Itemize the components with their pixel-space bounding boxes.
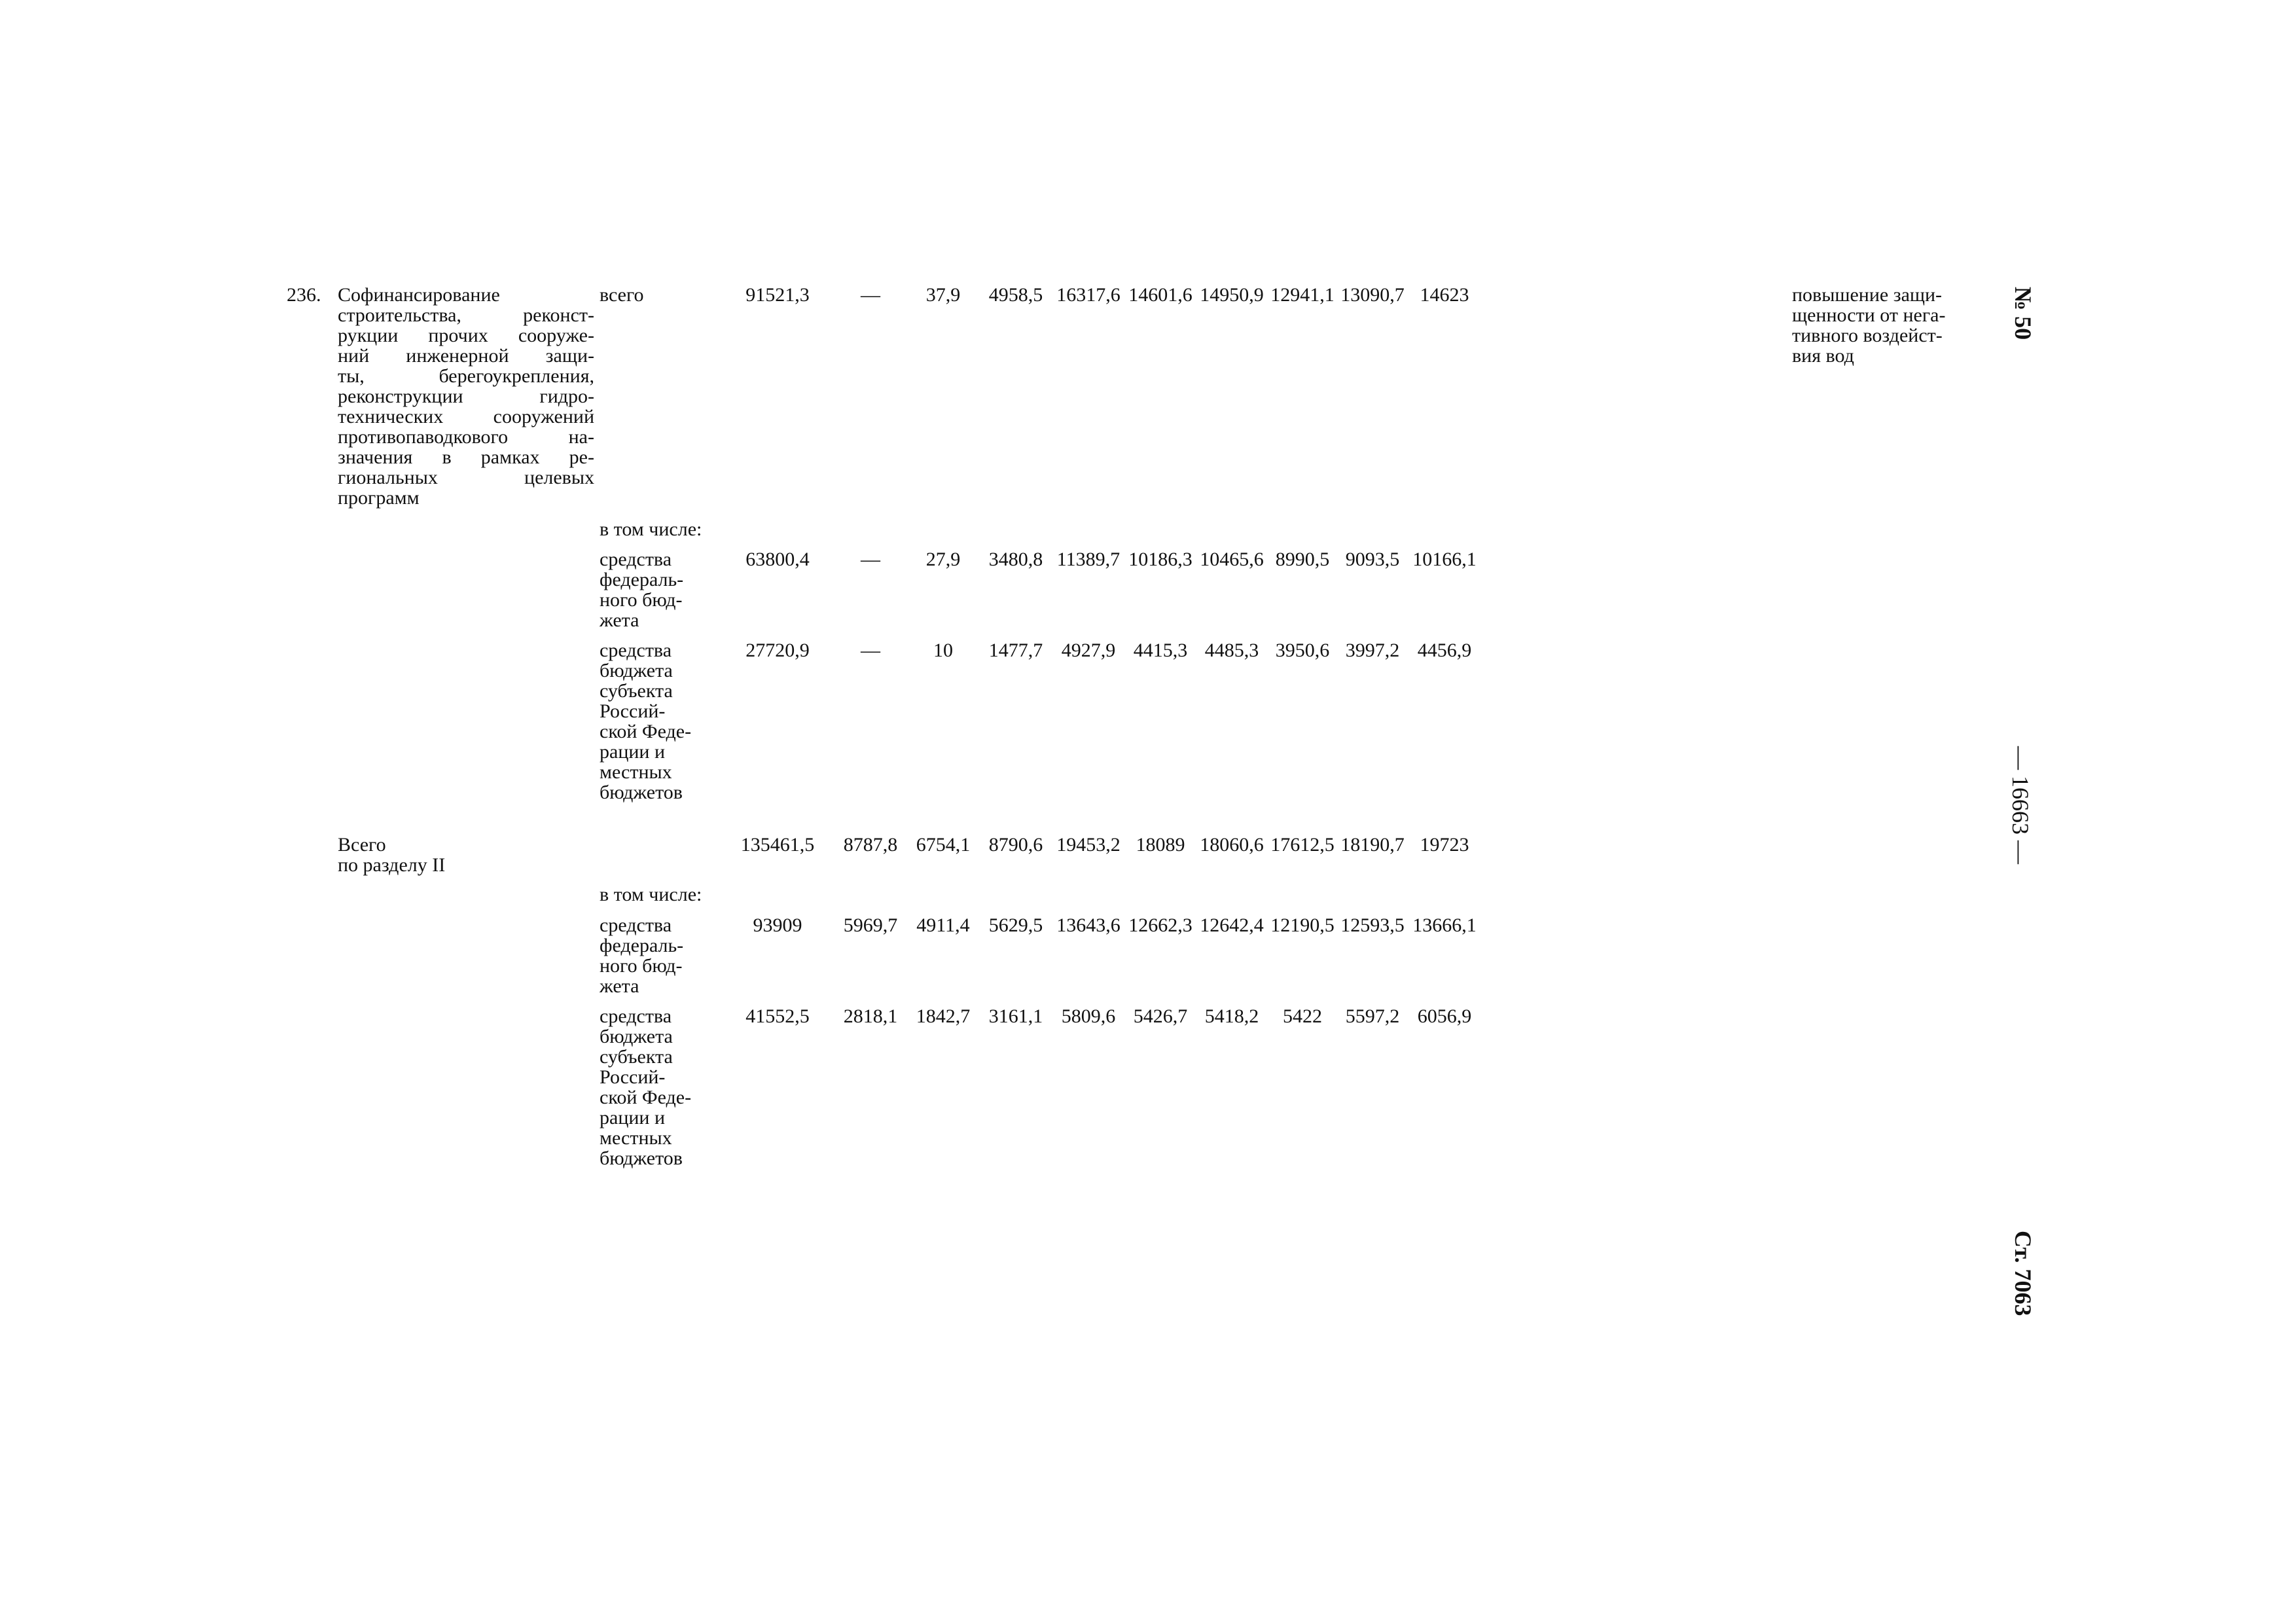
value-cell: 63800,4 [745, 549, 810, 570]
value-cell: 4415,3 [1133, 640, 1188, 661]
value-cell: 17612,5 [1270, 834, 1335, 856]
value-cell: 5629,5 [988, 914, 1043, 936]
value-cell: 4911,4 [916, 914, 970, 936]
value-cell: 18060,6 [1200, 834, 1264, 856]
label-line: бюджетов [600, 782, 683, 803]
federal-budget-label [600, 549, 683, 630]
label-line: рации и [600, 1107, 666, 1128]
value-cell: 5969,7 [843, 914, 898, 936]
value-cell: 10166,1 [1412, 549, 1477, 570]
label-line: вия вод [1792, 345, 1854, 367]
description-line: реконструкции гидро- [338, 386, 594, 407]
value-cell: 13090,7 [1340, 284, 1405, 306]
description-line: строительства, реконст- [338, 304, 594, 326]
value-cell: 1842,7 [916, 1005, 971, 1027]
value-cell: 14623 [1420, 284, 1469, 306]
expected-result [1792, 285, 1988, 366]
value-cell: 27,9 [925, 549, 961, 570]
label-line: по разделу II [338, 854, 446, 876]
value-cell: 10 [933, 640, 953, 661]
value-cell: 13666,1 [1412, 914, 1477, 936]
row-description [338, 285, 594, 508]
value-cell: 12642,4 [1200, 914, 1264, 936]
section-total-label [338, 835, 445, 875]
value-cell: 8990,5 [1275, 549, 1330, 570]
value-cell: 91521,3 [745, 284, 810, 306]
value-cell: 14601,6 [1128, 284, 1193, 306]
description-line: рукции прочих сооруже- [338, 325, 594, 346]
description-line: ний инженерной защи- [338, 345, 594, 367]
section-regional-label [600, 1006, 691, 1168]
label-line: жета [600, 609, 639, 631]
row-number: 236. [287, 284, 321, 306]
value-cell: 3480,8 [988, 549, 1043, 570]
value-cell: 18089 [1136, 834, 1185, 856]
value-cell: 14950,9 [1200, 284, 1264, 306]
description-line: программ [338, 487, 420, 509]
value-cell: 5597,2 [1345, 1005, 1400, 1027]
value-cell: 9093,5 [1345, 549, 1400, 570]
label-line: федераль- [600, 569, 684, 590]
value-cell: 3997,2 [1345, 640, 1400, 661]
label-line: субъекта [600, 680, 673, 702]
value-cell: 3950,6 [1275, 640, 1330, 661]
label-line: местных [600, 761, 672, 783]
label-line: средства [600, 1005, 672, 1027]
label-line: ской Феде- [600, 721, 692, 742]
label-line: повышение защи- [1792, 284, 1943, 306]
description-line: гиональных целевых [338, 467, 594, 488]
label-line: бюджетов [600, 1147, 683, 1169]
value-cell: 2818,1 [843, 1005, 898, 1027]
value-cell: — [861, 640, 880, 661]
value-cell: — [861, 549, 880, 570]
label-line: бюджета [600, 1026, 673, 1047]
label-line: рации и [600, 741, 666, 763]
article-number: Ст. 7063 [2010, 1231, 2036, 1316]
value-cell: — [861, 284, 880, 306]
value-cell: 27720,9 [745, 640, 810, 661]
label-line: ской Феде- [600, 1087, 692, 1108]
value-cell: 135461,5 [740, 834, 815, 856]
value-cell: 18190,7 [1340, 834, 1405, 856]
description-line: противопаводкового на- [338, 426, 594, 448]
label-line: бюджета [600, 660, 673, 681]
value-cell: 12941,1 [1270, 284, 1335, 306]
value-cell: 6056,9 [1417, 1005, 1472, 1027]
value-cell: 13643,6 [1056, 914, 1121, 936]
value-cell: 5422 [1283, 1005, 1322, 1027]
value-cell: 5809,6 [1061, 1005, 1116, 1027]
value-cell: 3161,1 [988, 1005, 1043, 1027]
value-cell: 11389,7 [1056, 549, 1121, 570]
value-cell: 12190,5 [1270, 914, 1335, 936]
label-line: федераль- [600, 935, 684, 956]
description-line: ты, берегоукрепления, [338, 365, 594, 387]
label-line: средства [600, 640, 672, 661]
value-cell: 5418,2 [1204, 1005, 1259, 1027]
label-line: Россий- [600, 1066, 666, 1088]
value-cell: 6754,1 [916, 834, 971, 856]
description-line: технических сооружений [338, 406, 594, 427]
value-cell: 4485,3 [1204, 640, 1259, 661]
value-cell: 4958,5 [988, 284, 1043, 306]
section-federal-label [600, 915, 683, 996]
label-line: субъекта [600, 1046, 673, 1068]
label-line: жета [600, 975, 639, 997]
value-cell: 8790,6 [988, 834, 1043, 856]
value-cell: 19723 [1420, 834, 1469, 856]
value-cell: 4456,9 [1417, 640, 1472, 661]
regional-budget-label [600, 640, 691, 803]
issue-number: № 50 [2010, 287, 2036, 340]
value-cell: 19453,2 [1056, 834, 1121, 856]
page-number: — 16663 — [2007, 746, 2034, 864]
value-cell: 1477,7 [988, 640, 1043, 661]
including-label: в том числе: [600, 518, 702, 540]
label-line: Всего [338, 834, 386, 856]
section-including-label: в том числе: [600, 884, 702, 905]
value-cell: 41552,5 [745, 1005, 810, 1027]
value-cell: 10465,6 [1200, 549, 1264, 570]
label-line: щенности от нега- [1792, 304, 1946, 326]
description-line: значения в рамках ре- [338, 446, 594, 468]
label-line: ного бюд- [600, 955, 683, 977]
value-cell: 4927,9 [1061, 640, 1116, 661]
total-label: всего [600, 284, 644, 306]
label-line: местных [600, 1127, 672, 1149]
label-line: тивного воздейст- [1792, 325, 1943, 346]
value-cell: 37,9 [925, 284, 961, 306]
value-cell: 10186,3 [1128, 549, 1193, 570]
value-cell: 12662,3 [1128, 914, 1193, 936]
label-line: средства [600, 914, 672, 936]
value-cell: 5426,7 [1133, 1005, 1188, 1027]
value-cell: 12593,5 [1340, 914, 1405, 936]
description-line: Софинансирование [338, 284, 500, 306]
label-line: средства [600, 549, 672, 570]
value-cell: 93909 [753, 914, 802, 936]
label-line: Россий- [600, 700, 666, 722]
label-line: ного бюд- [600, 589, 683, 611]
value-cell: 8787,8 [843, 834, 898, 856]
value-cell: 16317,6 [1056, 284, 1121, 306]
